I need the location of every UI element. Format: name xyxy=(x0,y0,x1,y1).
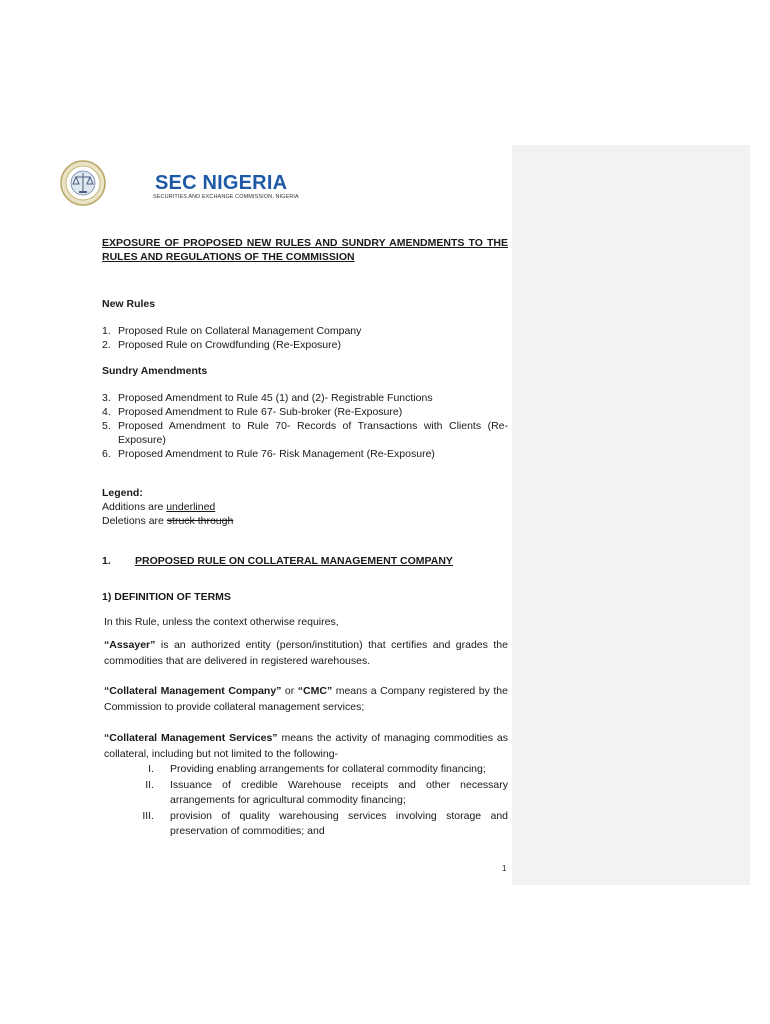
new-rules-list xyxy=(102,324,508,352)
list-item: 1. Proposed Rule on Collateral Management Company xyxy=(102,325,362,337)
sundry-amendments-heading: Sundry Amendments xyxy=(102,365,208,377)
legend-deletions: Deletions are struck through xyxy=(102,515,234,527)
legend-additions: Additions are underlined xyxy=(102,501,216,513)
sec-seal-icon xyxy=(60,160,106,206)
legend xyxy=(102,486,233,528)
list-item: 3. Proposed Amendment to Rule 45 (1) and (2)- Registrable Functions xyxy=(102,392,433,404)
cms-roman-list xyxy=(130,762,508,840)
list-item: 4. Proposed Amendment to Rule 67- Sub-broker (Re-Exposure) xyxy=(102,406,403,418)
list-item: 5. Proposed Amendment to Rule 70- Records of Transactions with Clients (Re-Exposure) xyxy=(102,420,508,446)
list-item: III. provision of quality warehousing services involving storage and preservation of commodities; and xyxy=(142,809,508,837)
list-item: II. Issuance of credible Warehouse receipts and other necessary arrangements for agricultural commodity financing; xyxy=(145,778,508,806)
definitions-intro: In this Rule, unless the context otherwise requires, xyxy=(104,616,339,628)
brand-subtitle: SECURITIES AND EXCHANGE COMMISSION, NIGERIA xyxy=(153,194,299,200)
definition-assayer: “Assayer” is an authorized entity (person/institution) that certifies and grades the commodities that are delivered in registered warehouses. xyxy=(104,639,508,667)
section-title: PROPOSED RULE ON COLLATERAL MANAGEMENT COMPANY xyxy=(135,555,453,567)
list-item: 2. Proposed Rule on Crowdfunding (Re-Exposure) xyxy=(102,339,341,351)
comment-pane xyxy=(512,145,750,885)
sundry-amendments-list xyxy=(102,391,508,461)
definition-cms: “Collateral Management Services” means the activity of managing commodities as collateral, including but not limited to the following- xyxy=(104,732,508,760)
new-rules-heading: New Rules xyxy=(102,298,156,310)
list-item: 6. Proposed Amendment to Rule 76- Risk Management (Re-Exposure) xyxy=(102,448,435,460)
definitions-heading: 1) DEFINITION OF TERMS xyxy=(102,591,231,603)
section-number: 1. xyxy=(102,555,111,567)
page-number: 1 xyxy=(502,864,507,873)
brand-name: SEC NIGERIA xyxy=(155,172,288,194)
list-item: I. Providing enabling arrangements for collateral commodity financing; xyxy=(148,763,486,775)
legend-heading: Legend: xyxy=(102,487,143,499)
document-title: EXPOSURE OF PROPOSED NEW RULES AND SUNDRY AMENDMENTS TO THE RULES AND REGULATIONS OF THE COMMISSION xyxy=(102,237,508,263)
definition-cmc: “Collateral Management Company” or “CMC” means a Company registered by the Commission to provide collateral management services; xyxy=(104,685,508,713)
